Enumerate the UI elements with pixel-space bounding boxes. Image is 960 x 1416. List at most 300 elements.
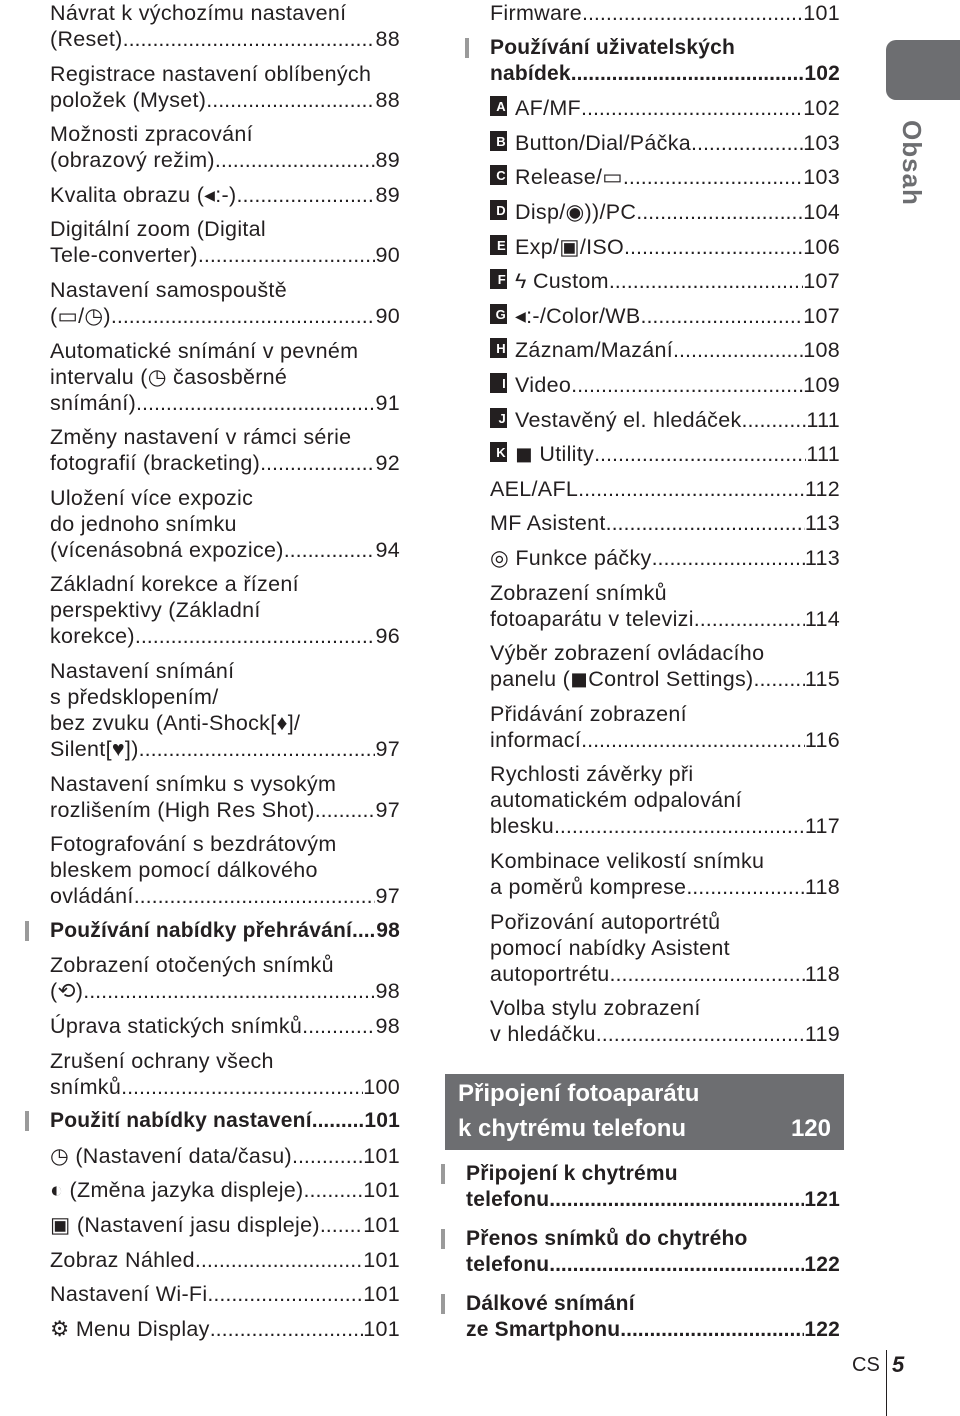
toc-entry[interactable]: [50, 658, 400, 762]
toc-entry-title: (Reset): [50, 27, 123, 51]
toc-entry-line: Pořizování autoportrétů: [490, 909, 721, 934]
custom-menu-letter: E: [497, 237, 506, 253]
toc-entry-last-line: [490, 1021, 840, 1047]
toc-entry[interactable]: [490, 164, 840, 190]
toc-entry-line: Nastavení snímání: [50, 659, 235, 683]
toc-entry[interactable]: [50, 952, 400, 1004]
toc-entry[interactable]: [50, 121, 400, 173]
custom-menu-letter: B: [496, 133, 506, 149]
toc-page-number: 101: [363, 1316, 400, 1341]
toc-entry-title: Záznam/Mazání: [515, 338, 674, 363]
leader-dots: [652, 545, 805, 571]
leader-dots: [136, 390, 375, 416]
leader-dots: [123, 26, 376, 52]
toc-entry-line: Zobrazení snímků: [490, 580, 667, 605]
toc-page-number: 121: [804, 1188, 840, 1211]
toc-entry-last-line: [50, 1316, 400, 1342]
toc-entry[interactable]: [490, 130, 840, 156]
toc-entry-title: Použití nabídky nastavení: [50, 1109, 312, 1133]
toc-entry-title: nabídek: [490, 61, 571, 85]
toc-entry-line: Přenos snímků do chytrého: [466, 1227, 748, 1250]
toc-entry[interactable]: [490, 199, 840, 225]
leader-dots: [582, 0, 803, 26]
toc-page-number: 101: [363, 1213, 400, 1237]
leader-dots: [571, 372, 803, 398]
toc-entry-last-line: [490, 372, 840, 398]
toc-entry-line: automatickém odpalování: [490, 788, 742, 813]
leader-dots: [742, 407, 807, 433]
toc-entry[interactable]: [50, 182, 400, 208]
toc-entry-title: Kvalita obrazu (◂:-): [50, 182, 237, 207]
toc-entry-title: Release/▭: [515, 165, 623, 190]
toc-entry[interactable]: [50, 1316, 400, 1342]
toc-entry-last-line: [490, 337, 840, 363]
toc-page-number: 98: [375, 1014, 400, 1038]
leader-dots: [315, 797, 376, 823]
toc-entry-title: Zobraz Náhled: [50, 1247, 195, 1272]
custom-menu-letter: F: [497, 272, 506, 288]
toc-page-number: 111: [806, 442, 840, 467]
toc-entry-last-line: [50, 736, 400, 762]
toc-entry-title: Tele-converter): [50, 243, 198, 268]
toc-entry-title: ovládání: [50, 884, 134, 909]
toc-entry[interactable]: [490, 0, 840, 26]
toc-entry-title: telefonu: [466, 1253, 550, 1276]
toc-entry-title: panelu (◼Control Settings): [490, 667, 754, 692]
toc-entry-title: Disp/◉))/PC: [515, 200, 637, 224]
toc-page-number: 96: [375, 624, 400, 649]
toc-entry-line: Registrace nastavení oblíbených: [50, 61, 372, 86]
toc-section-heading[interactable]: [50, 1108, 400, 1134]
toc-entry-line: Uložení více expozic: [50, 485, 254, 510]
toc-page-number: 118: [804, 961, 840, 986]
toc-entry-line: Používání uživatelských: [490, 35, 736, 59]
toc-entry-last-line: [50, 1212, 400, 1238]
toc-entry-last-line: [490, 813, 840, 839]
toc-entry-last-line: [490, 727, 840, 753]
toc-entry-line: intervalu (◷ časosběrné: [50, 364, 288, 389]
toc-section-heading[interactable]: [50, 918, 400, 944]
toc-page-number: 111: [806, 407, 840, 432]
toc-entry-last-line: [50, 450, 400, 476]
toc-entry[interactable]: [490, 701, 840, 753]
toc-entry-line: Zobrazení otočených snímků: [50, 953, 334, 978]
leader-dots: [610, 961, 805, 987]
toc-entry[interactable]: [490, 337, 840, 363]
leader-dots: [121, 1074, 363, 1100]
custom-menu-letter: H: [496, 341, 506, 357]
toc-page-number: 103: [803, 130, 840, 155]
toc-entry-title: ◷ (Nastavení data/času): [50, 1143, 292, 1168]
leader-dots: [352, 918, 376, 944]
toc-entry-line: Připojení k chytrému: [466, 1162, 678, 1185]
toc-entry-title: rozlišením (High Res Shot): [50, 797, 315, 822]
leader-dots: [581, 95, 803, 121]
toc-page-number: 113: [804, 511, 840, 536]
toc-entry-title: ⚙ Menu Display: [50, 1316, 210, 1341]
custom-menu-icon: [490, 200, 507, 220]
banner-page: 120: [790, 1115, 831, 1142]
banner-line2: k chytrému telefonu: [458, 1115, 687, 1142]
toc-entry[interactable]: [490, 303, 840, 329]
custom-menu-icon: [490, 408, 507, 428]
toc-entry-line: Nastavení snímku s vysokým: [50, 771, 337, 796]
toc-entry-title: ◼ Utility: [515, 442, 595, 467]
toc-entry-last-line: [50, 537, 400, 563]
toc-entry[interactable]: [50, 1143, 400, 1169]
toc-section-heading[interactable]: [466, 1226, 840, 1278]
footer-language: CS: [852, 1354, 880, 1376]
toc-entry[interactable]: [50, 424, 400, 476]
custom-menu-icon: [490, 131, 507, 151]
leader-dots: [139, 736, 376, 762]
toc-entry-last-line: [490, 606, 840, 632]
toc-entry-line: perspektivy (Základní: [50, 598, 261, 623]
toc-entry-last-line: [50, 182, 400, 208]
toc-page-number: 108: [803, 338, 840, 363]
toc-entry-title: Používání nabídky přehrávání: [50, 918, 353, 942]
toc-entry-last-line: [50, 242, 400, 268]
toc-entry-line: Volba stylu zobrazení: [490, 996, 701, 1021]
toc-page-number: 101: [363, 1143, 400, 1168]
toc-entry-title: Video: [515, 373, 572, 397]
toc-entry[interactable]: [490, 909, 840, 987]
toc-page-number: 89: [375, 182, 400, 207]
toc-entry-last-line: [50, 26, 400, 52]
toc-entry[interactable]: [490, 995, 840, 1047]
toc-entry[interactable]: [490, 441, 840, 467]
toc-entry-title: korekce): [50, 624, 135, 649]
toc-entry-last-line: [50, 1247, 400, 1273]
toc-page-number: 100: [363, 1074, 400, 1099]
toc-entry-last-line: [490, 130, 840, 156]
toc-entry-line: Návrat k výchozímu nastavení: [50, 1, 347, 25]
toc-section-heading[interactable]: [466, 1291, 840, 1343]
toc-entry-last-line: [50, 390, 400, 416]
toc-entry-last-line: [50, 797, 400, 823]
toc-entry-last-line: [490, 303, 840, 329]
custom-menu-letter: J: [498, 410, 506, 426]
leader-dots: [302, 1013, 375, 1039]
toc-entry-last-line: [490, 234, 840, 260]
toc-entry[interactable]: [490, 95, 840, 121]
toc-entry-line: Rychlosti závěrky při: [490, 762, 694, 787]
leader-dots: [578, 476, 805, 502]
toc-entry-title: (▭/◷): [50, 304, 111, 328]
toc-page-number: 109: [803, 373, 840, 397]
toc-entry-line: Možnosti zpracování: [50, 122, 253, 147]
toc-entry-last-line: [490, 666, 840, 692]
toc-page-number: 112: [804, 476, 840, 501]
toc-entry-line: Dálkové snímání: [466, 1292, 635, 1315]
toc-entry-last-line: [50, 303, 400, 329]
leader-dots: [609, 268, 803, 294]
toc-page-number: 107: [803, 303, 840, 328]
banner-line1: Připojení fotoaparátu: [458, 1080, 700, 1107]
toc-page-number: 104: [803, 200, 840, 224]
toc-page-number: 90: [375, 243, 400, 268]
toc-entry[interactable]: [50, 1212, 400, 1238]
toc-page-number: 101: [363, 1178, 400, 1203]
toc-entry[interactable]: [490, 545, 840, 571]
toc-entry-title: fotoaparátu v televizi: [490, 606, 694, 631]
toc-entry-title: AEL/AFL: [490, 476, 579, 501]
leader-dots: [207, 1281, 363, 1307]
leader-dots: [606, 510, 805, 536]
toc-page-number: 122: [804, 1253, 840, 1276]
side-tab: [886, 40, 960, 100]
leader-dots: [304, 1177, 364, 1203]
toc-page-number: 92: [375, 451, 400, 476]
toc-page-number: 97: [375, 737, 400, 761]
page-number: 5: [892, 1352, 905, 1377]
custom-menu-icon: [490, 96, 507, 116]
toc-entry-title: ◎ Funkce páčky: [490, 546, 652, 570]
leader-dots: [594, 441, 806, 467]
toc-entry-title: AF/MF: [515, 96, 581, 121]
toc-entry[interactable]: [50, 571, 400, 649]
toc-page-number: 101: [364, 1109, 400, 1133]
toc-entry-line: s předsklopením/: [50, 685, 219, 709]
toc-page-number: 98: [376, 918, 400, 942]
toc-entry[interactable]: [490, 372, 840, 398]
toc-section-heading[interactable]: [490, 35, 840, 87]
toc-page-number: 88: [375, 87, 400, 112]
toc-entry-title: Nastavení Wi-Fi: [50, 1282, 208, 1307]
toc-page-number: 97: [375, 797, 400, 822]
toc-entry[interactable]: [490, 761, 840, 839]
custom-menu-icon: [490, 442, 507, 462]
toc-entry-line: pomocí nabídky Asistent: [490, 935, 730, 960]
toc-entry-last-line: [490, 95, 840, 121]
toc-entry-title: Vestavěný el. hledáček: [515, 407, 742, 432]
toc-entry-last-line: [490, 510, 840, 536]
leader-dots: [312, 1108, 365, 1134]
toc-entry-line: Automatické snímání v pevném: [50, 338, 359, 363]
leader-dots: [596, 1021, 805, 1047]
leader-dots: [694, 606, 805, 632]
toc-entry[interactable]: [490, 510, 840, 536]
custom-menu-letter: A: [496, 99, 506, 115]
toc-entry[interactable]: [490, 407, 840, 433]
toc-page-number: 101: [803, 1, 840, 25]
toc-entry-title: (vícenásobná expozice): [50, 537, 284, 562]
toc-page-number: 122: [804, 1318, 840, 1341]
toc-entry[interactable]: [50, 485, 400, 563]
toc-entry-last-line: [50, 978, 400, 1004]
leader-dots: [215, 147, 376, 173]
toc-entry[interactable]: [50, 277, 400, 329]
leader-dots: [636, 199, 803, 225]
toc-entry-last-line: [490, 545, 840, 571]
toc-entry[interactable]: [490, 640, 840, 692]
toc-entry-title: položek (Myset): [50, 87, 207, 112]
toc-entry-title: Firmware: [490, 1, 582, 25]
toc-entry[interactable]: [50, 1048, 400, 1100]
custom-menu-icon: [490, 304, 507, 324]
toc-entry-line: Změny nastavení v rámci série: [50, 425, 352, 450]
custom-menu-icon: [490, 269, 507, 289]
chapter-banner[interactable]: [445, 1074, 844, 1150]
custom-menu-icon: [490, 338, 507, 358]
toc-entry-line: Výběr zobrazení ovládacího: [490, 641, 765, 666]
leader-dots: [135, 623, 376, 649]
toc-entry-last-line: [466, 1317, 840, 1343]
toc-entry-last-line: [490, 61, 840, 87]
toc-entry[interactable]: [50, 771, 400, 823]
custom-menu-letter: D: [496, 203, 506, 218]
leader-dots: [623, 164, 803, 190]
toc-entry[interactable]: [50, 61, 400, 113]
leader-dots: [292, 1143, 363, 1169]
toc-page-number: 103: [803, 165, 840, 190]
toc-entry-line: bleskem pomocí dálkového: [50, 858, 318, 883]
custom-menu-icon: [490, 373, 507, 393]
toc-entry[interactable]: [50, 1247, 400, 1273]
leader-dots: [210, 1316, 364, 1342]
leader-dots: [111, 303, 376, 329]
leader-dots: [554, 813, 805, 839]
custom-menu-letter: C: [496, 168, 506, 184]
toc-entry[interactable]: [50, 831, 400, 909]
toc-entry-last-line: [50, 147, 400, 173]
toc-entry-last-line: [50, 1177, 400, 1203]
toc-entry-last-line: [490, 268, 840, 294]
toc-entry-last-line: [490, 0, 840, 26]
toc-entry-title: (obrazový režim): [50, 148, 215, 173]
toc-page-number: 118: [804, 875, 840, 899]
toc-entry-title: Úprava statických snímků: [50, 1014, 303, 1038]
toc-entry-title: (⟲): [50, 979, 84, 1004]
leader-dots: [581, 727, 805, 753]
toc-entry-title: a poměrů komprese: [490, 875, 687, 899]
toc-entry-title: informací: [490, 727, 582, 752]
toc-entry[interactable]: [490, 476, 840, 502]
leader-dots: [206, 87, 375, 113]
custom-menu-letter: G: [495, 306, 506, 322]
toc-page-number: 106: [803, 234, 840, 259]
toc-entry-last-line: [466, 1187, 840, 1213]
toc-entry[interactable]: [490, 234, 840, 260]
toc-entry-last-line: [490, 407, 840, 433]
toc-entry-last-line: [50, 883, 400, 909]
toc-entry-last-line: [490, 199, 840, 225]
toc-page-number: 97: [375, 884, 400, 909]
leader-dots: [549, 1187, 804, 1213]
toc-entry[interactable]: [50, 0, 400, 52]
toc-entry-line: Základní korekce a řízení: [50, 572, 299, 597]
toc-section-heading[interactable]: [466, 1161, 840, 1213]
leader-dots: [620, 1317, 804, 1343]
toc-page-number: 89: [375, 148, 400, 173]
toc-page-number: 94: [375, 537, 400, 562]
leader-dots: [320, 1212, 363, 1238]
toc-entry-title: fotografií (bracketing): [50, 451, 261, 476]
toc-entry[interactable]: [50, 338, 400, 416]
toc-entry-last-line: [490, 874, 840, 900]
toc-entry-line: Přidávání zobrazení: [490, 701, 687, 726]
toc-entry-line: bez zvuku (Anti-Shock[♦]/: [50, 711, 301, 735]
toc-entry-last-line: [50, 1013, 400, 1039]
leader-dots: [624, 234, 803, 260]
custom-menu-icon: [490, 235, 507, 255]
toc-entry-last-line: [490, 961, 840, 987]
toc-entry-last-line: [50, 87, 400, 113]
leader-dots: [686, 874, 805, 900]
leader-dots: [691, 130, 803, 156]
toc-page-number: 101: [363, 1247, 400, 1272]
toc-entry-line: Zrušení ochrany všech: [50, 1048, 274, 1073]
toc-entry-title: ▣ (Nastavení jasu displeje): [50, 1213, 320, 1237]
toc-entry-last-line: [50, 1143, 400, 1169]
toc-entry-last-line: [490, 476, 840, 502]
toc-entry-line: Kombinace velikostí snímku: [490, 849, 765, 873]
leader-dots: [83, 978, 375, 1004]
toc-entry-last-line: [50, 1074, 400, 1100]
toc-entry-title: MF Asistent: [490, 511, 606, 536]
toc-entry-title: Button/Dial/Páčka: [515, 130, 691, 155]
toc-entry[interactable]: [490, 848, 840, 900]
toc-entry[interactable]: [50, 216, 400, 268]
leader-dots: [549, 1252, 804, 1278]
leader-dots: [236, 182, 375, 208]
leader-dots: [198, 242, 376, 268]
custom-menu-icon: [490, 165, 507, 185]
leader-dots: [571, 61, 805, 87]
toc-entry[interactable]: [50, 1281, 400, 1307]
toc-entry-title: snímání): [50, 390, 137, 415]
toc-entry-last-line: [50, 918, 400, 944]
leader-dots: [640, 303, 803, 329]
toc-page-number: 116: [804, 727, 840, 752]
leader-dots: [260, 450, 375, 476]
toc-entry-line: Nastavení samospouště: [50, 278, 287, 302]
toc-entry-line: do jednoho snímku: [50, 511, 237, 536]
toc-page-number: 115: [804, 667, 840, 692]
toc-page-number: 119: [804, 1022, 840, 1047]
toc-entry-last-line: [50, 1108, 400, 1134]
custom-menu-letter: I: [502, 376, 506, 391]
toc-entry-line: Digitální zoom (Digital: [50, 217, 266, 242]
toc-page-number: 91: [375, 390, 400, 415]
toc-page-number: 88: [375, 27, 400, 51]
toc-entry-title: ◐ (Změna jazyka displeje): [50, 1178, 304, 1203]
toc-entry[interactable]: [50, 1177, 400, 1203]
leader-dots: [195, 1247, 363, 1273]
toc-page-number: 107: [803, 269, 840, 294]
toc-entry-last-line: [490, 441, 840, 467]
leader-dots: [753, 666, 804, 692]
leader-dots: [284, 537, 376, 563]
toc-page-number: 101: [363, 1282, 400, 1307]
toc-entry-title: ◂:-/Color/WB: [515, 303, 641, 328]
toc-entry-title: v hledáčku: [490, 1022, 596, 1047]
toc-entry-title: blesku: [490, 814, 554, 839]
side-tab-label: Obsah: [897, 120, 927, 206]
toc-entry-title: Exp/▣/ISO: [515, 234, 625, 259]
toc-entry-last-line: [50, 623, 400, 649]
toc-entry-title: autoportrétu: [490, 961, 610, 986]
toc-entry[interactable]: [50, 1013, 400, 1039]
toc-page-number: 102: [803, 96, 840, 121]
toc-page-number: 102: [804, 61, 840, 85]
toc-entry-title: Silent[♥]): [50, 737, 139, 761]
toc-page-number: 98: [375, 979, 400, 1004]
toc-entry-last-line: [490, 164, 840, 190]
toc-entry[interactable]: [490, 268, 840, 294]
toc-page-number: 113: [804, 546, 840, 570]
toc-entry[interactable]: [490, 580, 840, 632]
